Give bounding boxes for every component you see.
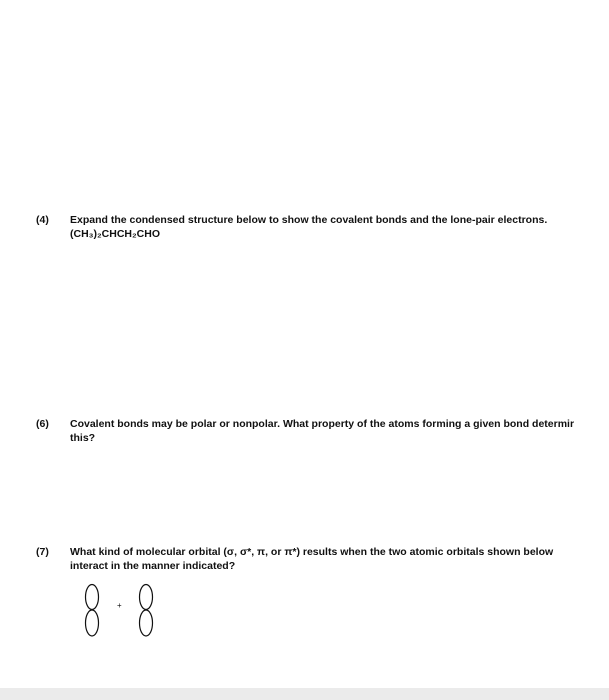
question-number: (6) (36, 418, 49, 430)
plus-sign: + (117, 601, 122, 610)
p-orbital-right-lower-lobe (140, 610, 153, 636)
bottom-band (0, 688, 609, 700)
question-text-line-2: interact in the manner indicated? (70, 560, 236, 572)
question-text (70, 417, 574, 445)
p-orbital-left-upper-lobe (86, 585, 99, 610)
question-number: (4) (36, 214, 49, 226)
question-text-line-2: (CH₃)₂CHCH₂CHO (70, 228, 161, 240)
p-orbital-left (86, 585, 99, 637)
question-4 (36, 213, 609, 243)
question-text-line-1: Expand the condensed structure below to show the covalent bonds and the lone-pair electrons. (70, 214, 548, 226)
question-text (70, 545, 553, 573)
p-orbital-left-lower-lobe (86, 610, 99, 636)
p-orbital-right (140, 585, 153, 637)
question-text-line-1: What kind of molecular orbital (σ, σ*, π, or π*) results when the two atomic orbitals shown below (70, 546, 554, 558)
question-number: (7) (36, 546, 49, 558)
question-text-line-2: this? (70, 432, 96, 444)
question-7 (36, 545, 609, 575)
question-text-line-1: Covalent bonds may be polar or nonpolar. What property of the atoms forming a given bond determir (70, 418, 575, 430)
question-6 (36, 417, 609, 447)
p-orbital-right-upper-lobe (140, 585, 153, 610)
atomic-orbitals-diagram (78, 582, 168, 642)
question-text (70, 213, 547, 241)
